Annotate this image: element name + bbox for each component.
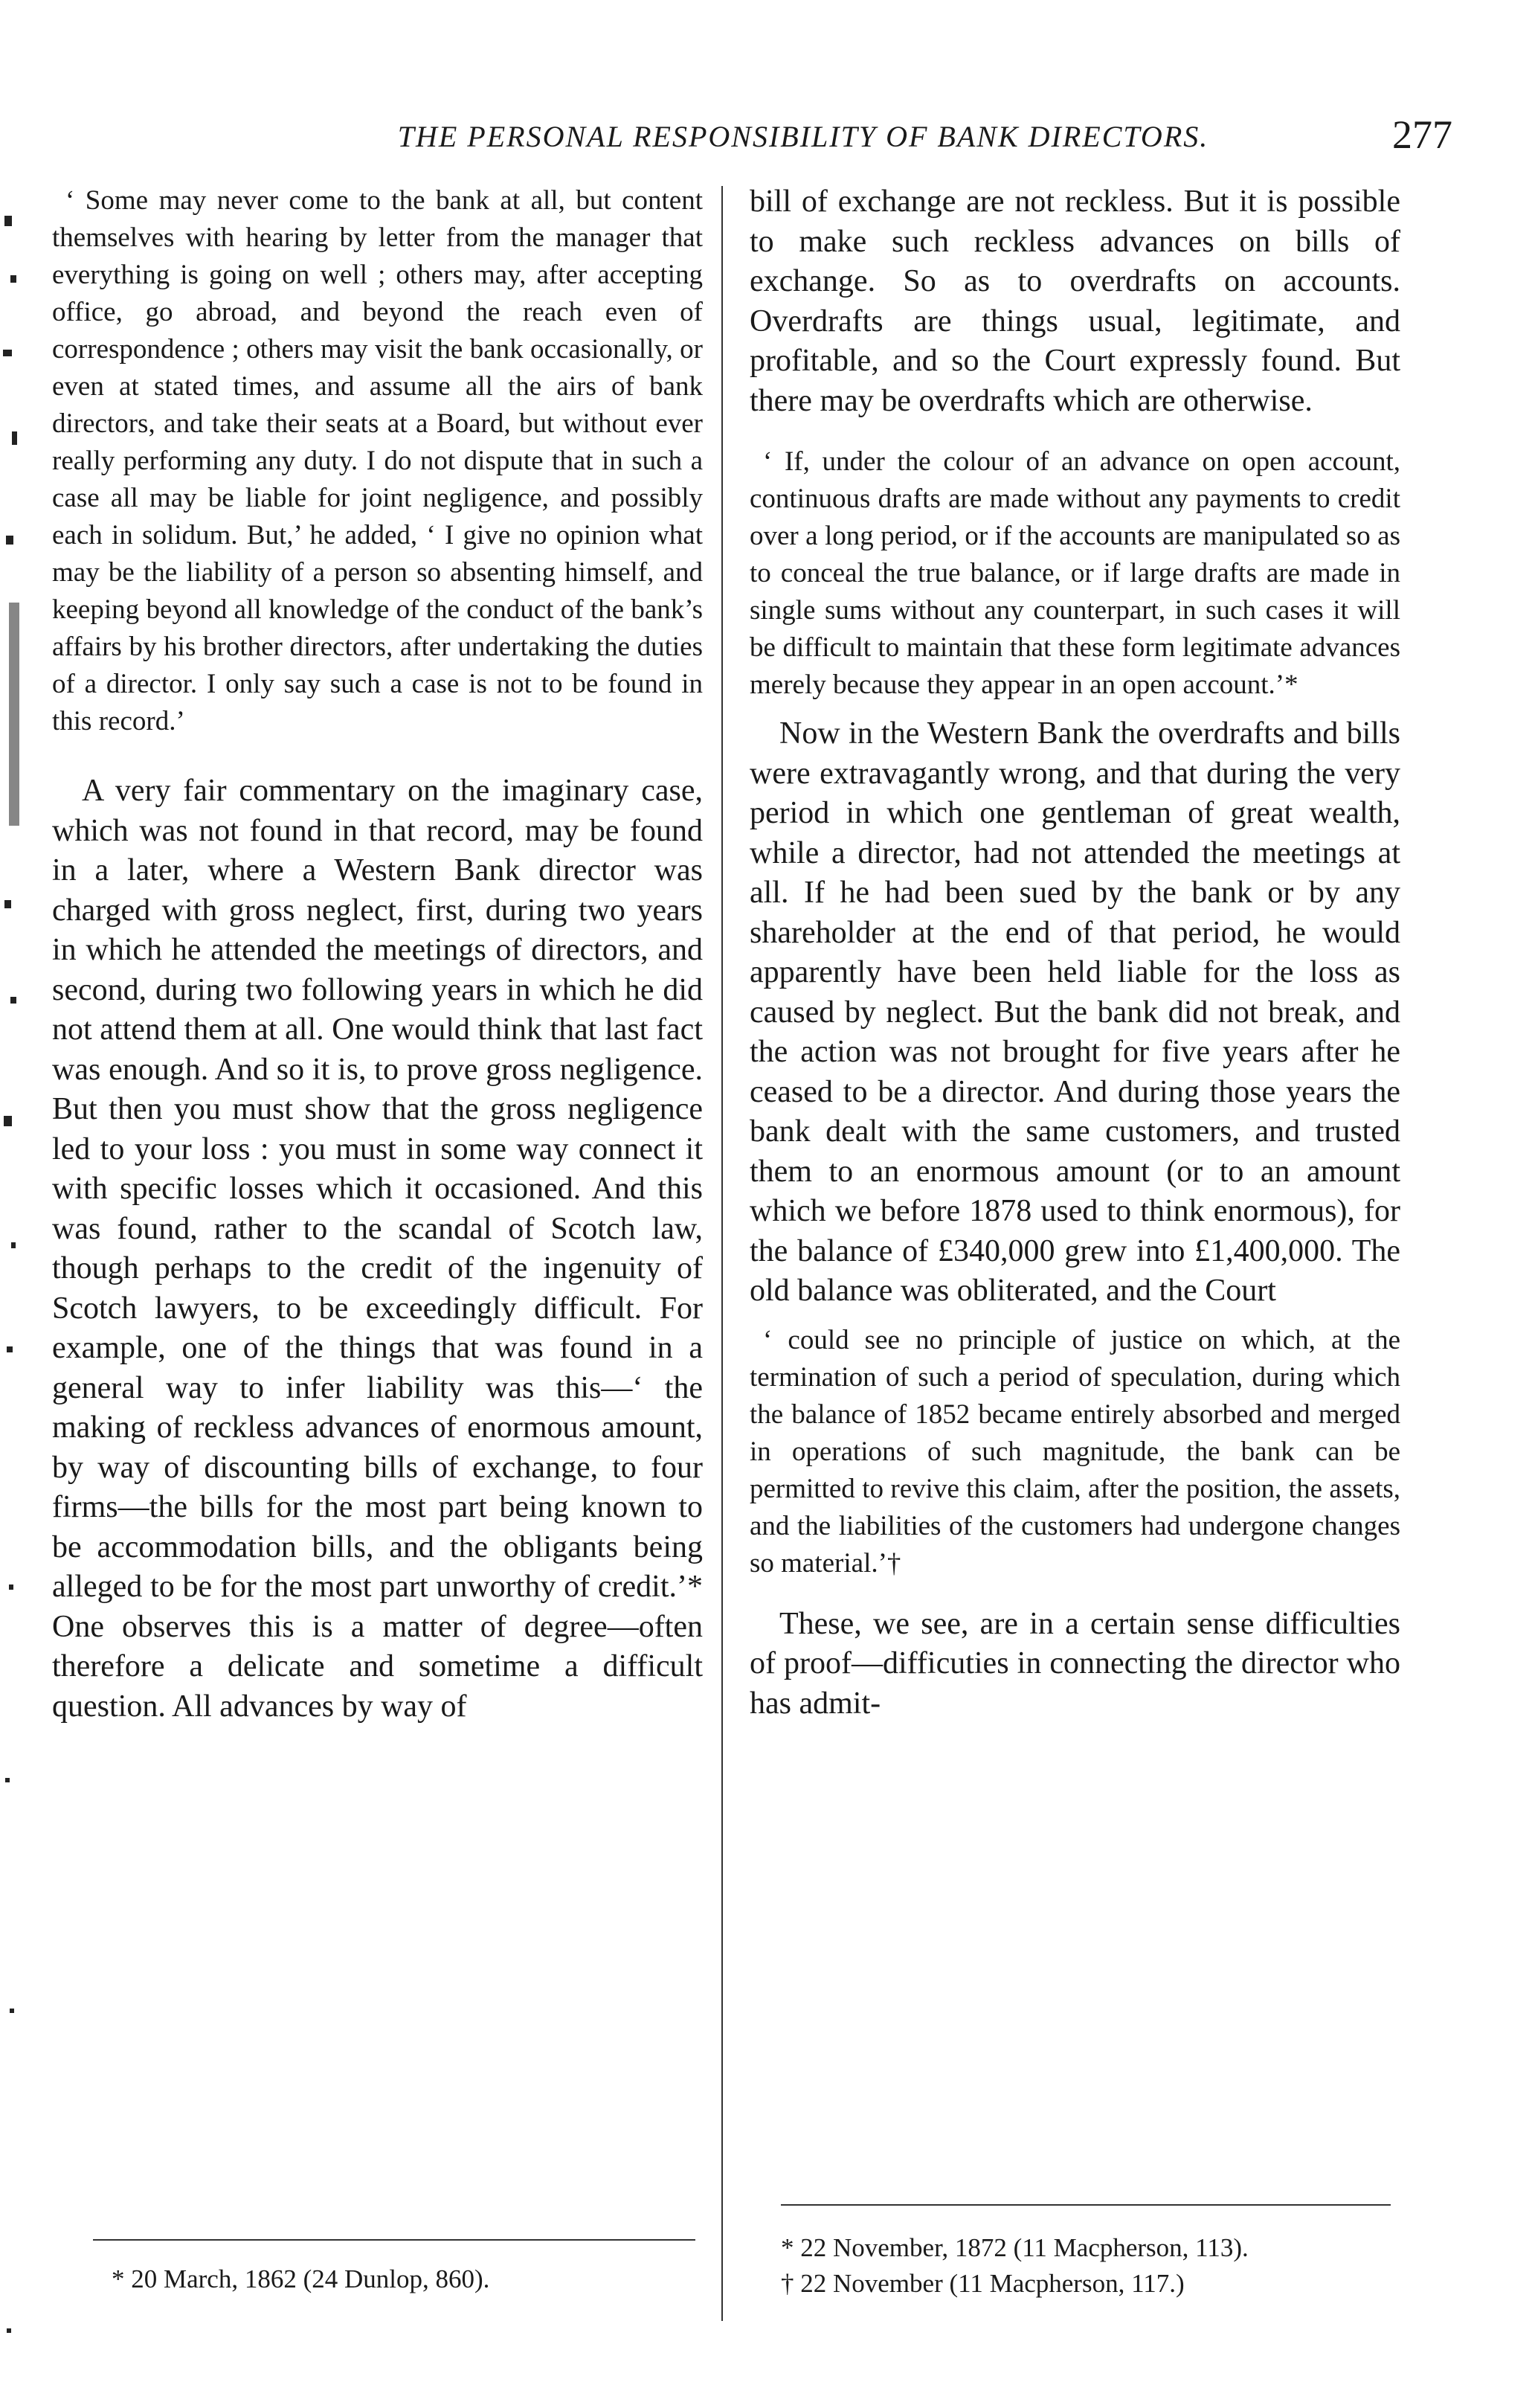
page-number: 277 xyxy=(1392,112,1452,157)
footnote: † 22 November (11 Macpherson, 117.) xyxy=(781,2269,1185,2298)
right-column xyxy=(750,182,1400,1724)
running-title: THE PERSONAL RESPONSIBILITY OF BANK DIRECTORS. xyxy=(397,120,1209,153)
block-quote: ‘ could see no principle of justice on which, at the termination of such a period of speculation, during which the balance of 1852 became entirely absorbed and merged in operations of such magnitude, the bank can be permitted to revive this claim, after the position, the assets, and the liabilities of the customers had undergone changes so material.’† xyxy=(750,1324,1400,1579)
left-column xyxy=(52,182,703,1727)
block-quote: ‘ If, under the colour of an advance on open account, continuous drafts are made without any payments to credit over a long period, or if the accounts are manipulated so as to conceal the true balance, or if large drafts are made in single sums without any counterpart, in such cases it will be difficult to maintain that these form legitimate advances merely because they appear in an open account.’* xyxy=(750,446,1400,700)
body-paragraph: A very fair commentary on the imaginary case, which was not found in that record, may be found in a later, where a Western Bank director was charged with gross neglect, first, during two years in which he attended the meetings of directors, and second, during two following years in which he did not attend them at all. One would think that last fact was enough. And so it is, to prove gross negligence. But then you must show that the gross negligence led to your loss : you must in some way connect it with specific losses which it occasioned. And this was found, rather to the scandal of Scotch law, though perhaps to the credit of the ingenuity of Scotch lawyers, to be exceedingly difficult. For example, one of the things that was found in a general way to infer liability was this—‘ the making of reckless advances of enormous amount, by way of discounting bills of exchange, to four firms—the bills for the most part being known to be accommodation bills, and the obligants being alleged to be for the most part unworthy of credit.’* One observes this is a matter of degree—often therefore a delicate and sometime a difficult question. All advances by way of xyxy=(52,774,703,1724)
body-paragraph: Now in the Western Bank the overdrafts and bills were extravagantly wrong, and that during the very period in which one gentleman of great wealth, while a director, had not attended the meetings at all. If he had been sued by the bank or by any shareholder at the end of that period, he would apparently have been held liable for the loss as caused by neglect. But the bank did not break, and the action was not brought for five years after he ceased to be a director. And during those years the bank dealt with the same customers, and trusted them to an enormous amount (or to an amount which we before 1878 used to think enormous), for the balance of £340,000 grew into £1,400,000. The old balance was obliterated, and the Court xyxy=(750,716,1400,1308)
body-paragraph: These, we see, are in a certain sense difficulties of proof—difficuties in connecting the director who has admit- xyxy=(750,1606,1400,1721)
block-quote: ‘ Some may never come to the bank at all, but content themselves with hearing by letter from the manager that everything is going on well ; others may, after accepting office, go abroad, and beyond the reach even of correspondence ; others may visit the bank occasionally, or even at stated times, and assume all the airs of bank directors, and take their seats at a Board, but without ever really performing any duty. I do not dispute that in such a case all may be liable for joint negligence, and possibly each in solidum. But,’ he added, ‘ I give no opinion what may be the liability of a person so absenting himself, and keeping beyond all knowledge of the conduct of the bank’s affairs by his brother directors, after undertaking the duties of a director. I only say such a case is not to be found in this record.’ xyxy=(52,185,703,736)
footnote: * 22 November, 1872 (11 Macpherson, 113). xyxy=(781,2233,1249,2262)
body-paragraph: bill of exchange are not reckless. But it is possible to make such reckless advances on bills of exchange. So as to overdrafts on accounts. Overdrafts are things usual, legitimate, and profitable, and so the Court expressly found. But there may be overdrafts which are otherwise. xyxy=(750,184,1400,418)
footnote-rule xyxy=(781,2204,1391,2206)
scan-edge-specks xyxy=(0,186,21,2343)
footnote-rule xyxy=(93,2239,695,2241)
footnote: * 20 March, 1862 (24 Dunlop, 860). xyxy=(112,2264,490,2293)
column-divider xyxy=(721,186,723,2321)
footnote-group xyxy=(781,2230,1420,2302)
